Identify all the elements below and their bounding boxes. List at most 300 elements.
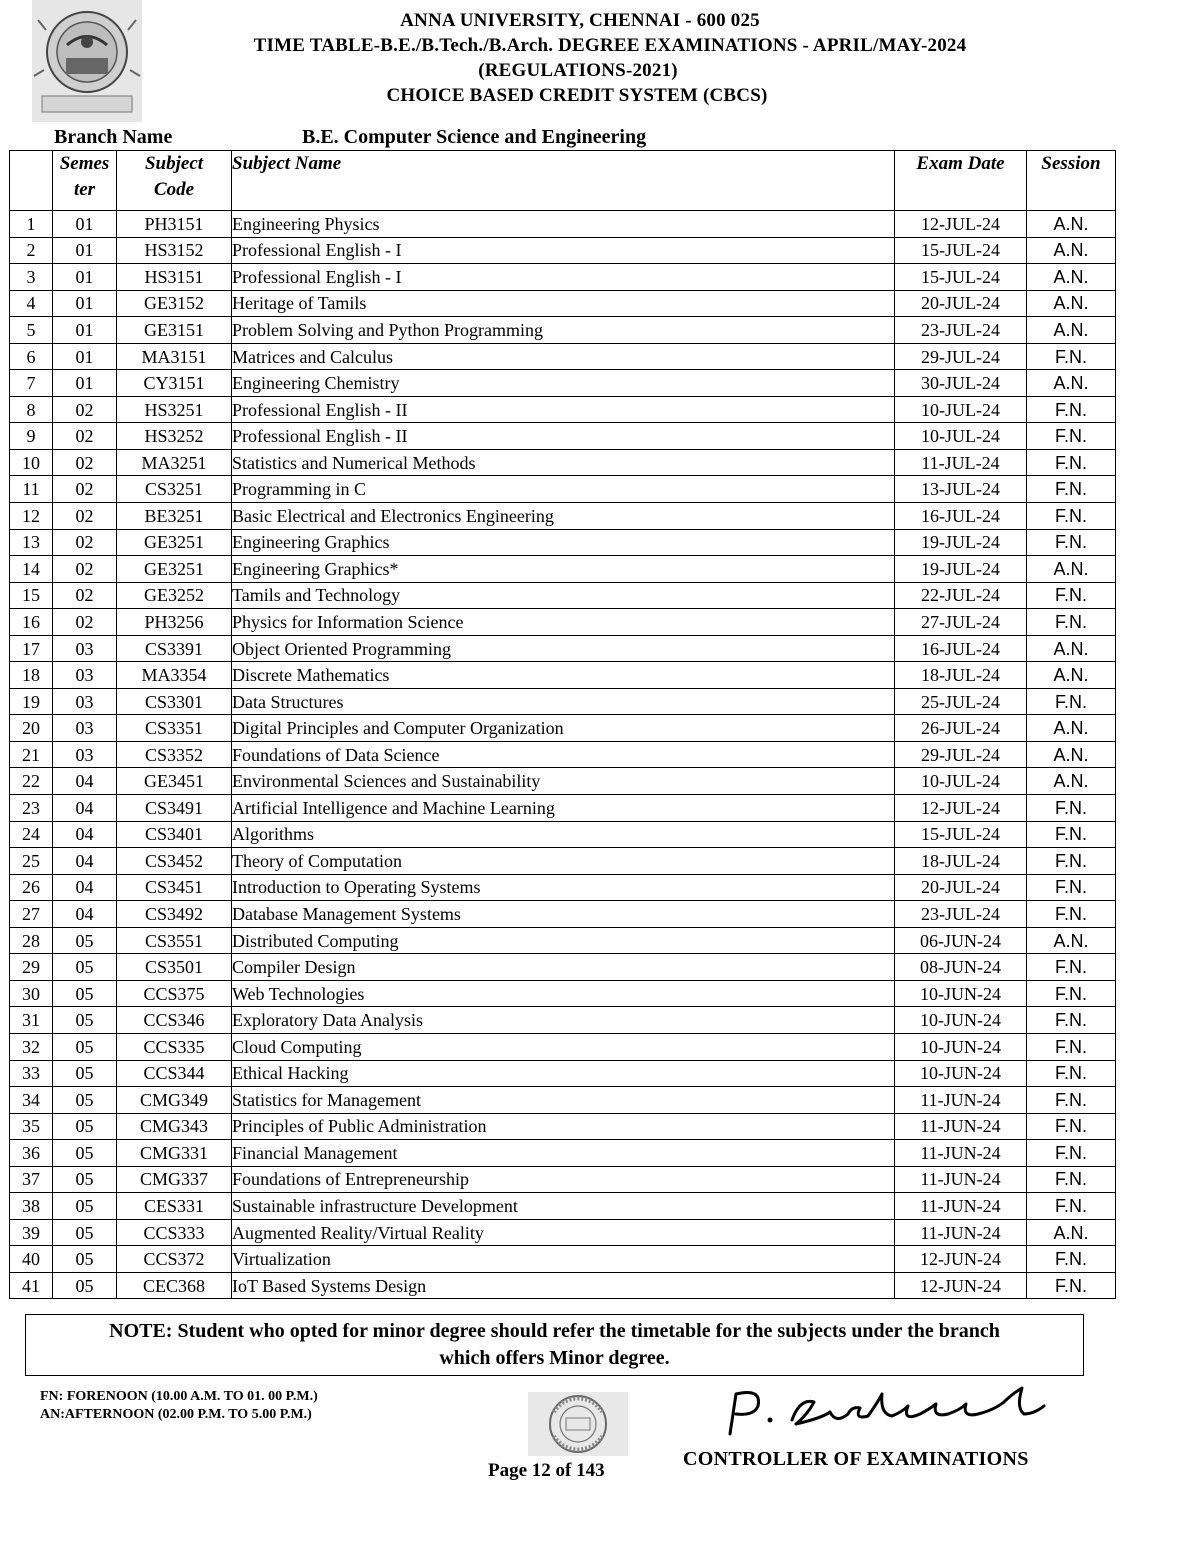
cell-exam-date: 11-JUL-24 (895, 449, 1027, 476)
cell-subject-name: Foundations of Data Science (232, 741, 895, 768)
table-row (10, 741, 1116, 768)
university-name: ANNA UNIVERSITY, CHENNAI - 600 025 (400, 10, 760, 31)
cell-subject-name: Cloud Computing (232, 1033, 895, 1060)
cell-exam-date: 10-JUL-24 (895, 396, 1027, 423)
cell-serial-no: 12 (10, 503, 53, 530)
cell-semester: 01 (53, 264, 117, 291)
cell-serial-no: 4 (10, 290, 53, 317)
cell-subject-code: CS3401 (117, 821, 232, 848)
cell-semester: 05 (53, 927, 117, 954)
cell-session: F.N. (1027, 582, 1116, 609)
table-row (10, 1272, 1116, 1299)
note-line-2: which offers Minor degree. (439, 1347, 670, 1369)
cell-subject-code: CS3492 (117, 901, 232, 928)
cell-subject-name: Compiler Design (232, 954, 895, 981)
cell-subject-name: IoT Based Systems Design (232, 1272, 895, 1299)
table-row (10, 662, 1116, 689)
table-row (10, 874, 1116, 901)
table-row (10, 1033, 1116, 1060)
session-legend (40, 1388, 318, 1424)
cell-session: F.N. (1027, 476, 1116, 503)
cell-exam-date: 29-JUL-24 (895, 741, 1027, 768)
cell-serial-no: 34 (10, 1087, 53, 1114)
cell-exam-date: 16-JUL-24 (895, 635, 1027, 662)
table-row (10, 954, 1116, 981)
cell-session: A.N. (1027, 635, 1116, 662)
cell-subject-name: Algorithms (232, 821, 895, 848)
cell-serial-no: 6 (10, 343, 53, 370)
cell-session: F.N. (1027, 449, 1116, 476)
cell-serial-no: 36 (10, 1140, 53, 1167)
cell-subject-name: Discrete Mathematics (232, 662, 895, 689)
cell-semester: 04 (53, 848, 117, 875)
cell-session: F.N. (1027, 821, 1116, 848)
table-row (10, 503, 1116, 530)
branch-value: B.E. Computer Science and Engineering (302, 126, 647, 148)
cell-serial-no: 19 (10, 688, 53, 715)
cell-subject-code: CS3451 (117, 874, 232, 901)
table-row (10, 848, 1116, 875)
table-row (10, 1166, 1116, 1193)
cell-subject-code: HS3252 (117, 423, 232, 450)
timetable-title: TIME TABLE-B.E./B.Tech./B.Arch. DEGREE EXAMINATIONS - APRIL/MAY-2024 (253, 35, 967, 56)
cell-subject-code: CS3491 (117, 795, 232, 822)
cell-semester: 05 (53, 954, 117, 981)
cell-session: F.N. (1027, 1007, 1116, 1034)
cell-subject-code: CCS372 (117, 1246, 232, 1273)
cell-exam-date: 27-JUL-24 (895, 609, 1027, 636)
cell-exam-date: 12-JUL-24 (895, 795, 1027, 822)
cell-serial-no: 27 (10, 901, 53, 928)
branch-label: Branch Name (54, 126, 173, 148)
cell-serial-no: 3 (10, 264, 53, 291)
cell-semester: 05 (53, 1113, 117, 1140)
cell-session: A.N. (1027, 370, 1116, 397)
cell-subject-name: Engineering Physics (232, 211, 895, 238)
table-row (10, 1140, 1116, 1167)
cell-serial-no: 31 (10, 1007, 53, 1034)
cell-session: A.N. (1027, 741, 1116, 768)
cell-semester: 05 (53, 1246, 117, 1273)
table-row (10, 1113, 1116, 1140)
cell-subject-name: Professional English - II (232, 396, 895, 423)
cell-subject-name: Principles of Public Administration (232, 1113, 895, 1140)
cell-subject-name: Statistics and Numerical Methods (232, 449, 895, 476)
cell-semester: 04 (53, 821, 117, 848)
cell-session: F.N. (1027, 1166, 1116, 1193)
cell-subject-code: GE3152 (117, 290, 232, 317)
table-row (10, 609, 1116, 636)
cell-exam-date: 23-JUL-24 (895, 317, 1027, 344)
cell-exam-date: 19-JUL-24 (895, 529, 1027, 556)
cell-serial-no: 18 (10, 662, 53, 689)
cell-semester: 05 (53, 1087, 117, 1114)
cell-semester: 05 (53, 1166, 117, 1193)
timetable-table (9, 150, 1116, 1299)
cell-session: F.N. (1027, 1140, 1116, 1167)
cell-serial-no: 24 (10, 821, 53, 848)
cell-serial-no: 38 (10, 1193, 53, 1220)
cell-session: A.N. (1027, 237, 1116, 264)
cell-exam-date: 10-JUN-24 (895, 1033, 1027, 1060)
table-row (10, 1060, 1116, 1087)
cell-subject-code: GE3251 (117, 529, 232, 556)
cell-subject-code: MA3354 (117, 662, 232, 689)
cell-session: F.N. (1027, 396, 1116, 423)
cell-exam-date: 15-JUL-24 (895, 264, 1027, 291)
table-row (10, 1246, 1116, 1273)
cell-session: F.N. (1027, 901, 1116, 928)
table-row (10, 795, 1116, 822)
cell-exam-date: 26-JUL-24 (895, 715, 1027, 742)
cell-serial-no: 2 (10, 237, 53, 264)
cell-exam-date: 12-JUN-24 (895, 1272, 1027, 1299)
cell-subject-name: Engineering Graphics* (232, 556, 895, 583)
cell-subject-name: Problem Solving and Python Programming (232, 317, 895, 344)
cell-session: A.N. (1027, 556, 1116, 583)
cell-session: F.N. (1027, 1113, 1116, 1140)
cell-subject-code: CS3301 (117, 688, 232, 715)
cell-serial-no: 25 (10, 848, 53, 875)
cell-exam-date: 25-JUL-24 (895, 688, 1027, 715)
cell-semester: 02 (53, 609, 117, 636)
cell-serial-no: 39 (10, 1219, 53, 1246)
cell-subject-name: Database Management Systems (232, 901, 895, 928)
timetable-body (10, 211, 1116, 1299)
cell-serial-no: 5 (10, 317, 53, 344)
cell-serial-no: 35 (10, 1113, 53, 1140)
legend-afternoon: AN:AFTERNOON (02.00 P.M. TO 5.00 P.M.) (40, 1407, 312, 1422)
cell-exam-date: 16-JUL-24 (895, 503, 1027, 530)
table-row (10, 927, 1116, 954)
cell-semester: 03 (53, 715, 117, 742)
cell-subject-name: Professional English - I (232, 237, 895, 264)
cell-exam-date: 10-JUN-24 (895, 980, 1027, 1007)
cell-semester: 04 (53, 768, 117, 795)
cell-semester: 02 (53, 556, 117, 583)
cell-serial-no: 14 (10, 556, 53, 583)
cell-semester: 02 (53, 396, 117, 423)
cell-subject-name: Tamils and Technology (232, 582, 895, 609)
table-row (10, 688, 1116, 715)
cell-subject-name: Professional English - II (232, 423, 895, 450)
cell-exam-date: 11-JUN-24 (895, 1087, 1027, 1114)
cell-subject-name: Object Oriented Programming (232, 635, 895, 662)
table-row (10, 343, 1116, 370)
cell-exam-date: 10-JUL-24 (895, 423, 1027, 450)
cell-serial-no: 11 (10, 476, 53, 503)
table-row (10, 715, 1116, 742)
table-row (10, 370, 1116, 397)
cell-subject-code: CY3151 (117, 370, 232, 397)
cell-exam-date: 08-JUN-24 (895, 954, 1027, 981)
cell-subject-name: Engineering Graphics (232, 529, 895, 556)
col-header-session: Session (1027, 151, 1116, 211)
cell-subject-name: Environmental Sciences and Sustainability (232, 768, 895, 795)
cell-session: A.N. (1027, 290, 1116, 317)
cell-serial-no: 8 (10, 396, 53, 423)
cell-semester: 03 (53, 662, 117, 689)
cell-exam-date: 18-JUL-24 (895, 662, 1027, 689)
cell-session: F.N. (1027, 980, 1116, 1007)
cell-semester: 04 (53, 874, 117, 901)
cell-session: F.N. (1027, 343, 1116, 370)
table-row (10, 237, 1116, 264)
cell-semester: 01 (53, 370, 117, 397)
cell-serial-no: 29 (10, 954, 53, 981)
cell-subject-code: PH3151 (117, 211, 232, 238)
cell-serial-no: 26 (10, 874, 53, 901)
cell-session: F.N. (1027, 688, 1116, 715)
cell-session: F.N. (1027, 1087, 1116, 1114)
cell-subject-name: Programming in C (232, 476, 895, 503)
cell-subject-name: Foundations of Entrepreneurship (232, 1166, 895, 1193)
table-row (10, 529, 1116, 556)
cell-session: F.N. (1027, 1033, 1116, 1060)
legend-forenoon: FN: FORENOON (10.00 A.M. TO 01. 00 P.M.) (40, 1389, 318, 1404)
cell-exam-date: 10-JUN-24 (895, 1060, 1027, 1087)
cell-subject-name: Professional English - I (232, 264, 895, 291)
cell-serial-no: 21 (10, 741, 53, 768)
cell-semester: 01 (53, 211, 117, 238)
cell-serial-no: 1 (10, 211, 53, 238)
cell-serial-no: 40 (10, 1246, 53, 1273)
table-row (10, 556, 1116, 583)
table-row (10, 1193, 1116, 1220)
cell-session: A.N. (1027, 768, 1116, 795)
table-header-row (10, 151, 1116, 211)
cell-subject-code: GE3151 (117, 317, 232, 344)
cell-subject-code: CS3352 (117, 741, 232, 768)
cell-session: A.N. (1027, 264, 1116, 291)
cell-subject-code: GE3451 (117, 768, 232, 795)
cell-session: F.N. (1027, 795, 1116, 822)
cell-subject-name: Financial Management (232, 1140, 895, 1167)
cell-subject-code: CS3501 (117, 954, 232, 981)
cell-semester: 05 (53, 1272, 117, 1299)
note-line-1: NOTE: Student who opted for minor degree should refer the timetable for the subjects under the branch (109, 1320, 1000, 1342)
col-header-subject-name: Subject Name (232, 151, 895, 211)
cell-serial-no: 28 (10, 927, 53, 954)
cell-subject-code: GE3251 (117, 556, 232, 583)
col-header-exam-date: Exam Date (895, 151, 1027, 211)
cell-subject-name: Engineering Chemistry (232, 370, 895, 397)
cell-subject-code: CS3391 (117, 635, 232, 662)
cell-session: A.N. (1027, 211, 1116, 238)
table-row (10, 1007, 1116, 1034)
cell-subject-code: CMG331 (117, 1140, 232, 1167)
cell-subject-code: CCS375 (117, 980, 232, 1007)
cell-semester: 04 (53, 901, 117, 928)
cell-subject-code: CCS346 (117, 1007, 232, 1034)
table-row (10, 1219, 1116, 1246)
cell-semester: 01 (53, 237, 117, 264)
table-row (10, 211, 1116, 238)
table-row (10, 396, 1116, 423)
cell-exam-date: 12-JUL-24 (895, 211, 1027, 238)
cell-session: F.N. (1027, 1246, 1116, 1273)
cell-semester: 03 (53, 688, 117, 715)
cell-session: A.N. (1027, 715, 1116, 742)
cell-exam-date: 11-JUN-24 (895, 1113, 1027, 1140)
cell-subject-code: CS3452 (117, 848, 232, 875)
cell-serial-no: 20 (10, 715, 53, 742)
cbcs-line: CHOICE BASED CREDIT SYSTEM (CBCS) (386, 85, 768, 106)
table-row (10, 1087, 1116, 1114)
cell-subject-code: CES331 (117, 1193, 232, 1220)
cell-subject-code: CS3551 (117, 927, 232, 954)
cell-exam-date: 06-JUN-24 (895, 927, 1027, 954)
cell-semester: 01 (53, 290, 117, 317)
cell-subject-name: Statistics for Management (232, 1087, 895, 1114)
cell-semester: 05 (53, 1219, 117, 1246)
col-header-semester: Semes ter (53, 151, 117, 211)
cell-session: F.N. (1027, 874, 1116, 901)
cell-exam-date: 15-JUL-24 (895, 821, 1027, 848)
table-row (10, 317, 1116, 344)
cell-subject-code: PH3256 (117, 609, 232, 636)
cell-subject-name: Basic Electrical and Electronics Engineering (232, 503, 895, 530)
cell-session: F.N. (1027, 423, 1116, 450)
cell-exam-date: 18-JUL-24 (895, 848, 1027, 875)
cell-semester: 05 (53, 1193, 117, 1220)
table-row (10, 901, 1116, 928)
cell-session: F.N. (1027, 1272, 1116, 1299)
cell-exam-date: 30-JUL-24 (895, 370, 1027, 397)
cell-subject-code: CCS344 (117, 1060, 232, 1087)
table-row (10, 768, 1116, 795)
cell-serial-no: 41 (10, 1272, 53, 1299)
regulations-line: (REGULATIONS-2021) (478, 60, 678, 81)
cell-subject-code: CS3251 (117, 476, 232, 503)
cell-session: F.N. (1027, 848, 1116, 875)
table-row (10, 264, 1116, 291)
cell-serial-no: 9 (10, 423, 53, 450)
cell-serial-no: 7 (10, 370, 53, 397)
cell-exam-date: 29-JUL-24 (895, 343, 1027, 370)
cell-exam-date: 11-JUN-24 (895, 1193, 1027, 1220)
cell-subject-name: Sustainable infrastructure Development (232, 1193, 895, 1220)
cell-subject-name: Theory of Computation (232, 848, 895, 875)
cell-exam-date: 11-JUN-24 (895, 1219, 1027, 1246)
cell-serial-no: 22 (10, 768, 53, 795)
col-header-no (10, 151, 53, 211)
cell-semester: 02 (53, 476, 117, 503)
cell-session: F.N. (1027, 1193, 1116, 1220)
cell-subject-code: CS3351 (117, 715, 232, 742)
cell-subject-name: Augmented Reality/Virtual Reality (232, 1219, 895, 1246)
cell-subject-code: MA3151 (117, 343, 232, 370)
cell-semester: 02 (53, 529, 117, 556)
cell-semester: 01 (53, 317, 117, 344)
cell-semester: 05 (53, 1033, 117, 1060)
cell-serial-no: 23 (10, 795, 53, 822)
minor-degree-note (25, 1314, 1084, 1376)
controller-title: CONTROLLER OF EXAMINATIONS (683, 1448, 1029, 1470)
cell-subject-code: HS3251 (117, 396, 232, 423)
cell-semester: 03 (53, 635, 117, 662)
cell-serial-no: 16 (10, 609, 53, 636)
cell-subject-code: GE3252 (117, 582, 232, 609)
cell-semester: 05 (53, 1007, 117, 1034)
cell-subject-name: Introduction to Operating Systems (232, 874, 895, 901)
page-number: Page 12 of 143 (488, 1460, 605, 1481)
cell-session: F.N. (1027, 609, 1116, 636)
cell-subject-name: Web Technologies (232, 980, 895, 1007)
cell-serial-no: 33 (10, 1060, 53, 1087)
cell-exam-date: 11-JUN-24 (895, 1140, 1027, 1167)
cell-exam-date: 10-JUN-24 (895, 1007, 1027, 1034)
cell-semester: 02 (53, 503, 117, 530)
document-header (0, 8, 1200, 108)
table-row (10, 290, 1116, 317)
cell-exam-date: 12-JUN-24 (895, 1246, 1027, 1273)
cell-subject-name: Artificial Intelligence and Machine Learning (232, 795, 895, 822)
cell-semester: 03 (53, 741, 117, 768)
cell-semester: 02 (53, 582, 117, 609)
cell-session: A.N. (1027, 927, 1116, 954)
cell-exam-date: 20-JUL-24 (895, 290, 1027, 317)
cell-session: F.N. (1027, 503, 1116, 530)
cell-serial-no: 32 (10, 1033, 53, 1060)
table-row (10, 980, 1116, 1007)
cell-session: A.N. (1027, 662, 1116, 689)
cell-subject-name: Exploratory Data Analysis (232, 1007, 895, 1034)
cell-exam-date: 20-JUL-24 (895, 874, 1027, 901)
cell-session: F.N. (1027, 954, 1116, 981)
cell-subject-code: CMG343 (117, 1113, 232, 1140)
cell-serial-no: 10 (10, 449, 53, 476)
cell-semester: 01 (53, 343, 117, 370)
cell-subject-code: BE3251 (117, 503, 232, 530)
cell-session: A.N. (1027, 317, 1116, 344)
cell-semester: 02 (53, 449, 117, 476)
cell-serial-no: 30 (10, 980, 53, 1007)
cell-subject-code: CEC368 (117, 1272, 232, 1299)
cell-exam-date: 23-JUL-24 (895, 901, 1027, 928)
cell-subject-name: Physics for Information Science (232, 609, 895, 636)
cell-session: F.N. (1027, 529, 1116, 556)
cell-semester: 02 (53, 423, 117, 450)
cell-exam-date: 19-JUL-24 (895, 556, 1027, 583)
cell-subject-code: MA3251 (117, 449, 232, 476)
cell-exam-date: 15-JUL-24 (895, 237, 1027, 264)
cell-semester: 05 (53, 1060, 117, 1087)
cell-exam-date: 22-JUL-24 (895, 582, 1027, 609)
cell-subject-name: Virtualization (232, 1246, 895, 1273)
cell-semester: 05 (53, 1140, 117, 1167)
cell-subject-name: Data Structures (232, 688, 895, 715)
cell-exam-date: 11-JUN-24 (895, 1166, 1027, 1193)
cell-subject-code: CCS333 (117, 1219, 232, 1246)
cell-serial-no: 37 (10, 1166, 53, 1193)
table-row (10, 423, 1116, 450)
cell-subject-name: Heritage of Tamils (232, 290, 895, 317)
cell-subject-code: HS3152 (117, 237, 232, 264)
cell-session: A.N. (1027, 1219, 1116, 1246)
cell-subject-code: CMG349 (117, 1087, 232, 1114)
cell-subject-name: Ethical Hacking (232, 1060, 895, 1087)
office-seal (528, 1392, 628, 1456)
cell-exam-date: 13-JUL-24 (895, 476, 1027, 503)
cell-subject-name: Digital Principles and Computer Organization (232, 715, 895, 742)
table-row (10, 582, 1116, 609)
cell-semester: 05 (53, 980, 117, 1007)
table-row (10, 635, 1116, 662)
cell-serial-no: 13 (10, 529, 53, 556)
cell-subject-name: Distributed Computing (232, 927, 895, 954)
cell-exam-date: 10-JUL-24 (895, 768, 1027, 795)
